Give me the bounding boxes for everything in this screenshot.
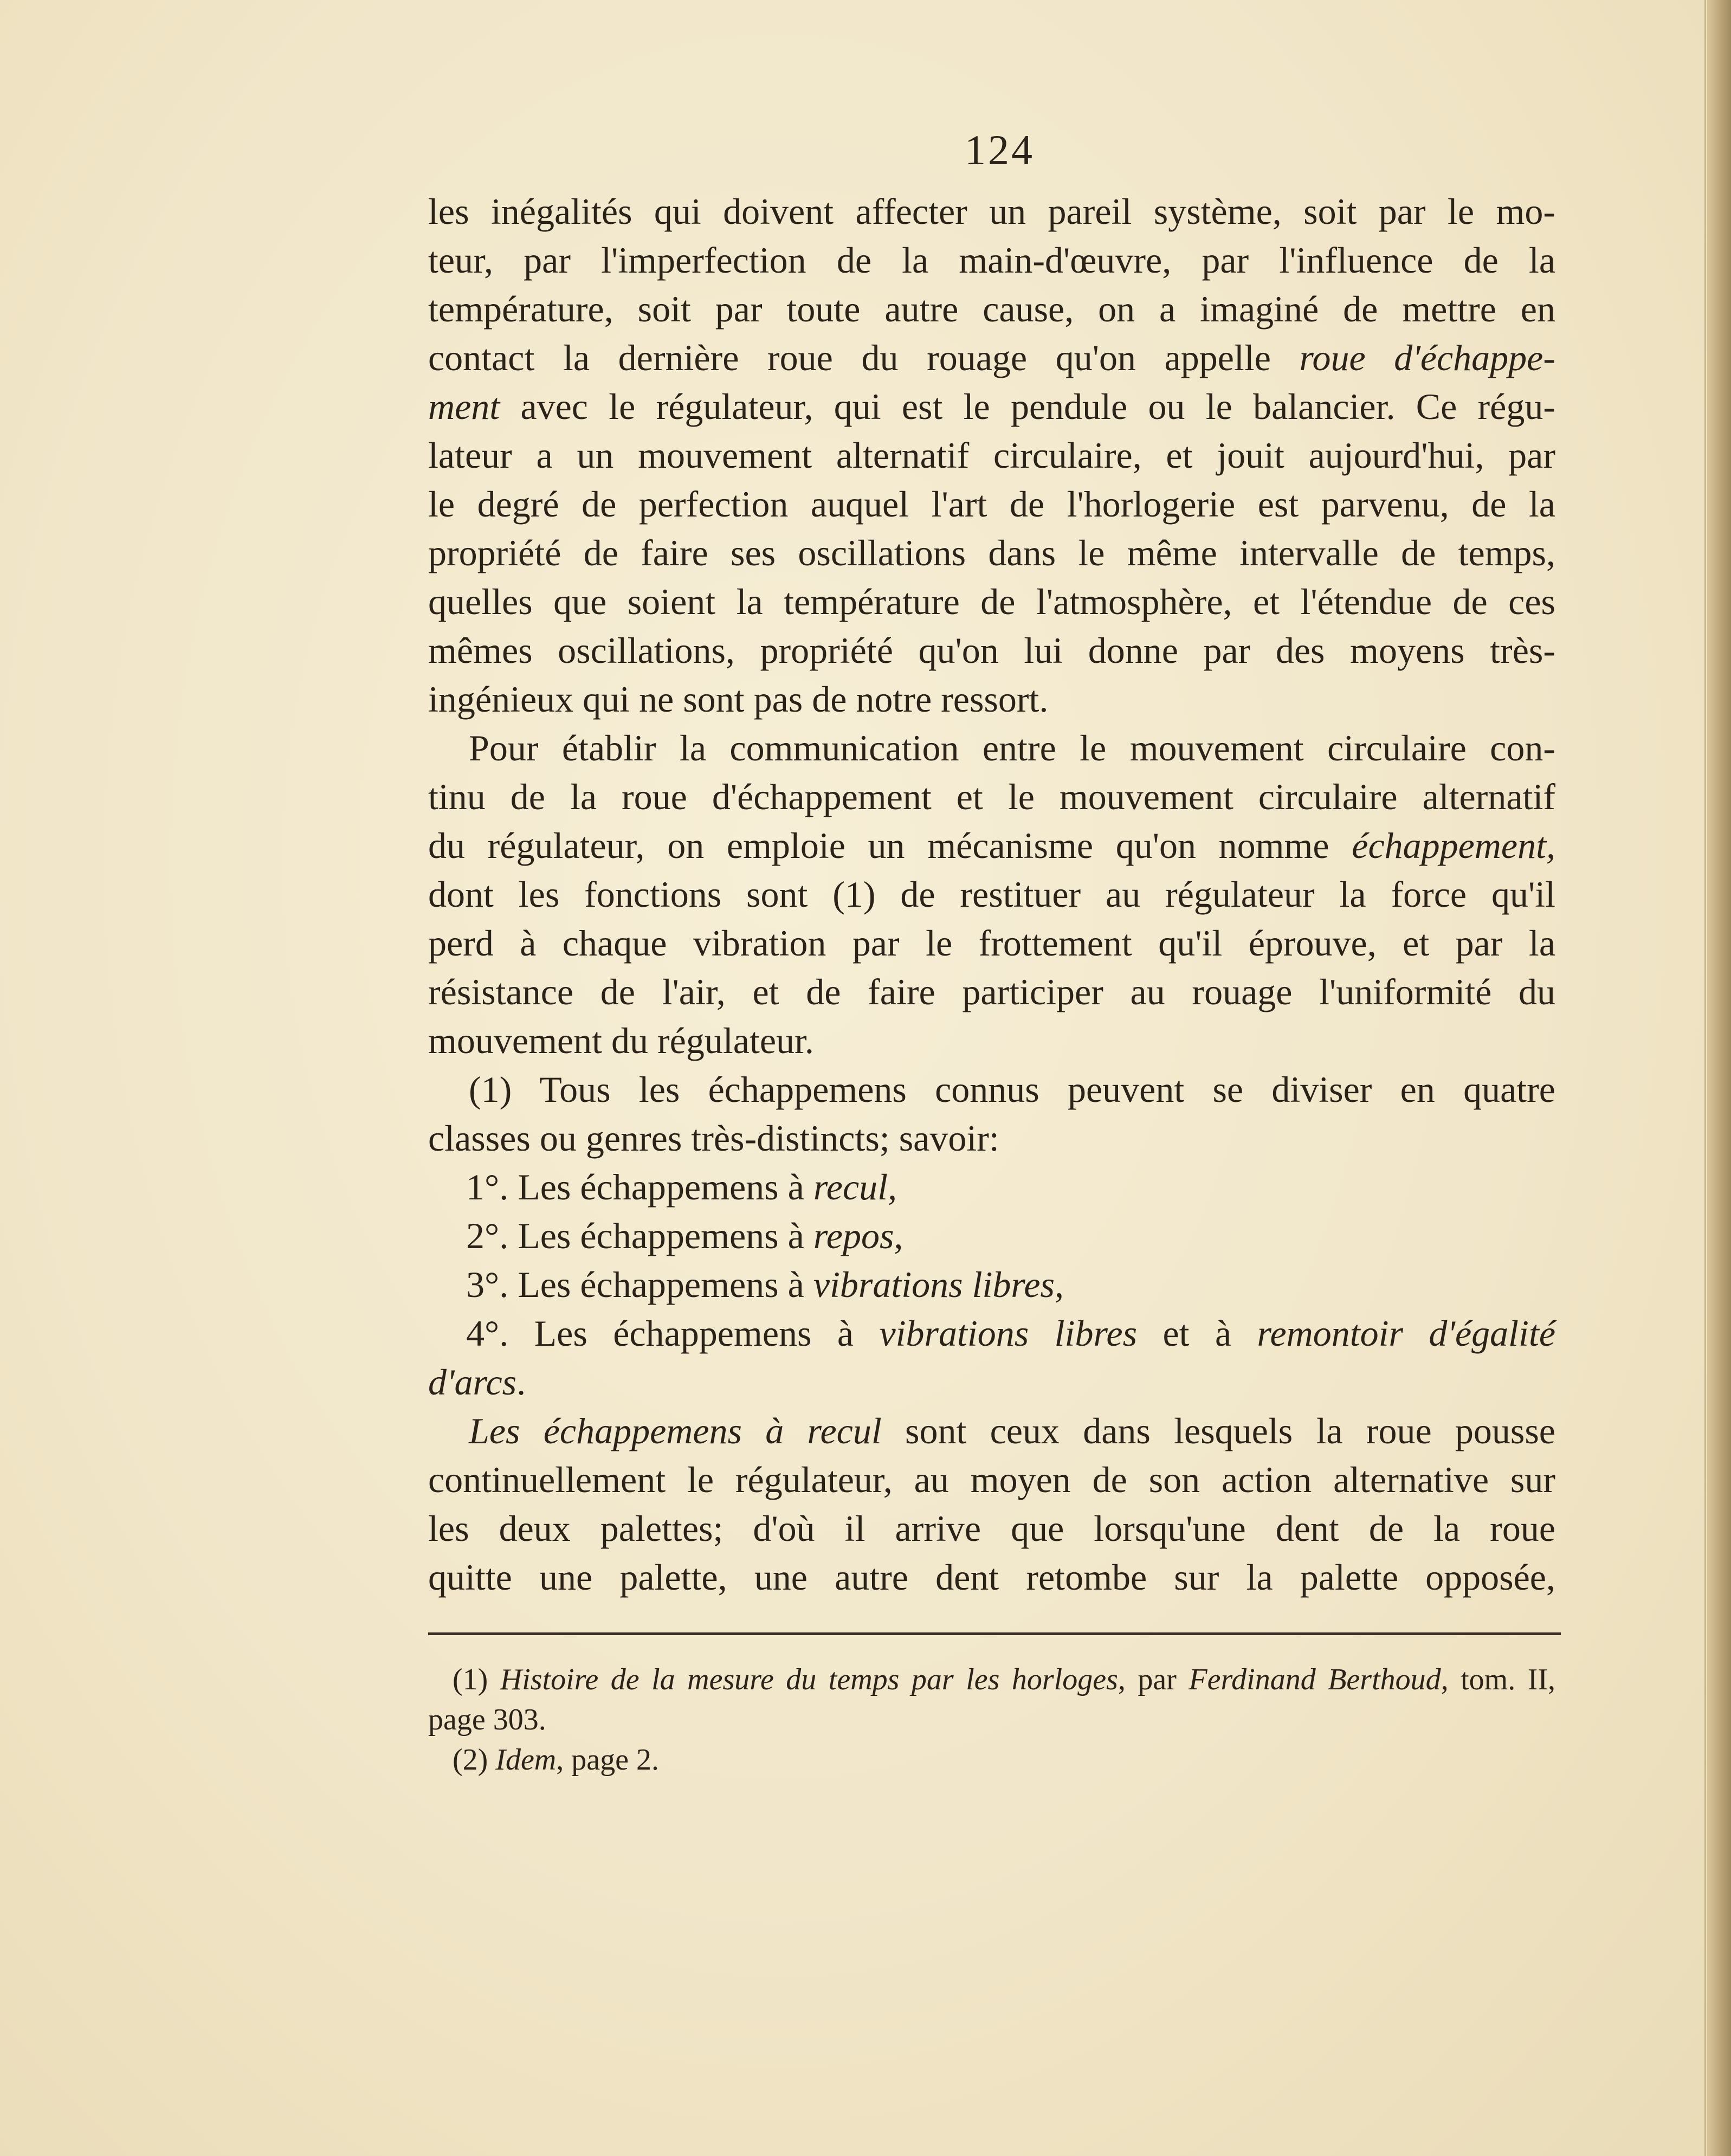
text-line [428,1260,1555,1309]
text-segment: , page 2. [556,1743,659,1777]
text-segment: , [894,1215,903,1256]
italic-text: ment [428,386,500,427]
italic-text: repos [813,1215,894,1256]
text-segment: quitte une palette, une autre dent retombe sur la palette opposée, [428,1557,1555,1598]
text-segment: sont ceux dans lesquels la roue pousse [881,1410,1555,1451]
text-line [428,431,1555,480]
text-line [428,528,1555,577]
text-line [428,1163,1555,1211]
text-segment: , tom. II, [1441,1663,1556,1696]
text-segment: 3°. Les échappemens à [466,1264,813,1305]
text-segment: et à [1137,1313,1257,1354]
text-segment: continuellement le régulateur, au moyen de son action alternative sur [428,1459,1555,1500]
page-number: 124 [965,126,1035,173]
footnote-rule [428,1632,1561,1635]
text-line [428,772,1555,821]
text-line [428,1504,1555,1553]
text-segment: teur, par l'imperfection de la main-d'œuvre, par l'influence de la [428,240,1555,281]
text-segment: les deux palettes; d'où il arrive que lorsqu'une dent de la roue [428,1508,1555,1549]
footnote-line [428,1660,1555,1700]
text-segment: 1°. Les échappemens à [466,1166,813,1208]
italic-text: recul, [813,1166,897,1208]
text-segment: page 303. [428,1703,546,1737]
italic-text: Les échappemens à recul [469,1410,882,1451]
text-line [428,480,1555,528]
text-segment: les inégalités qui doivent affecter un pareil système, soit par le mo- [428,191,1555,232]
text-segment: perd à chaque vibration par le frottement qu'il éprouve, et par la [428,922,1555,964]
text-line [428,1455,1555,1504]
italic-text: Idem [495,1743,557,1777]
body-text [428,187,1555,1602]
text-line [428,1211,1555,1260]
footnotes [428,1660,1555,1780]
text-segment: (2) [453,1743,496,1777]
text-segment: ingénieux qui ne sont pas de notre ressort. [428,679,1049,720]
text-segment: résistance de l'air, et de faire participer au rouage l'uniformité du [428,971,1555,1012]
text-line [428,919,1555,967]
text-segment: propriété de faire ses oscillations dans le même intervalle de temps, [428,532,1555,573]
text-segment: , par [1118,1663,1189,1696]
text-segment: , [1054,1264,1064,1305]
text-line [428,333,1555,382]
text-segment: température, soit par toute autre cause, on a imaginé de mettre en [428,288,1555,330]
text-line [428,724,1555,772]
text-segment: du régulateur, on emploie un mécanisme qu'on nomme [428,825,1352,866]
text-line [428,285,1555,333]
footnote-line [428,1700,1555,1740]
text-segment: Pour établir la communication entre le mouvement circulaire con- [469,727,1555,769]
text-line [428,821,1555,870]
text-segment: le degré de perfection auquel l'art de l'horlogerie est parvenu, de la [428,483,1555,525]
text-line [428,577,1555,626]
text-line [428,1406,1555,1455]
text-line [428,626,1555,675]
text-line [428,1065,1555,1114]
italic-text: vibrations libres [879,1313,1138,1354]
text-segment: mouvement du régulateur. [428,1020,814,1061]
italic-text: Histoire de la mesure du temps par les horloges [500,1663,1118,1696]
text-line [428,1553,1555,1602]
page-gutter [1707,0,1731,2156]
italic-text: Ferdinand Berthoud [1189,1663,1441,1696]
text-line [428,1358,1555,1406]
text-line [428,1309,1555,1358]
text-segment: (1) Tous les échappemens connus peuvent se diviser en quatre [469,1069,1555,1110]
italic-text: roue d'échappe- [1299,337,1556,378]
text-segment: avec le régulateur, qui est le pendule ou le balancier. Ce régu- [500,386,1555,427]
italic-text: échappement, [1352,825,1555,866]
text-segment: quelles que soient la température de l'atmosphère, et l'étendue de ces [428,581,1555,622]
text-line [428,675,1555,724]
text-line [428,382,1555,431]
text-line [428,236,1555,285]
text-segment: 2°. Les échappemens à [466,1215,813,1256]
italic-text: vibrations libres [813,1264,1055,1305]
text-segment: lateur a un mouvement alternatif circulaire, et jouit aujourd'hui, par [428,435,1555,476]
footnote-line [428,1740,1555,1780]
text-line [428,1016,1555,1065]
text-line [428,870,1555,919]
text-line [428,1114,1555,1163]
text-segment: classes ou genres très-distincts; savoir: [428,1118,999,1159]
text-segment: contact la dernière roue du rouage qu'on appelle [428,337,1300,378]
text-segment: mêmes oscillations, propriété qu'on lui donne par des moyens très- [428,630,1555,671]
text-line [428,967,1555,1016]
text-segment: (1) [453,1663,500,1696]
text-segment: dont les fonctions sont (1) de restituer au régulateur la force qu'il [428,874,1555,915]
text-segment: tinu de la roue d'échappement et le mouvement circulaire alternatif [428,776,1555,817]
text-line [428,187,1555,236]
italic-text: d'arcs [428,1361,517,1403]
italic-text: remontoir d'égalité [1257,1313,1556,1354]
text-segment: 4°. Les échappemens à [466,1313,880,1354]
text-segment: . [516,1361,526,1403]
gutter-crease [1704,0,1706,2156]
